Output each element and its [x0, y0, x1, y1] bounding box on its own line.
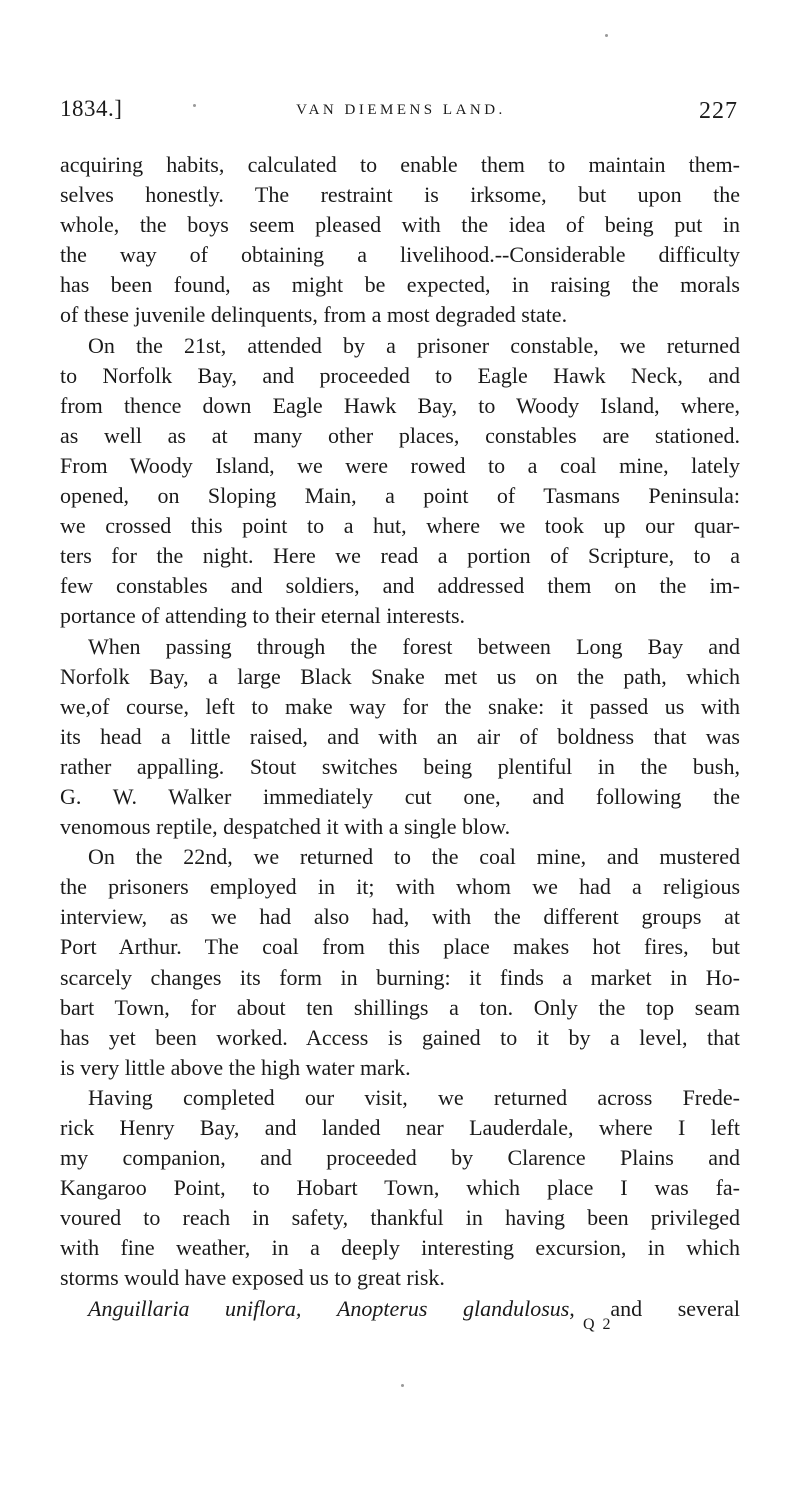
text-line: portance of attending to their eternal interests. — [60, 603, 466, 629]
text-line: of these juvenile delinquents, from a most degraded state. — [60, 302, 568, 328]
stray-mark-bottom — [401, 1384, 404, 1387]
text-line: its head a little raised, and with an air of boldness that was — [60, 723, 740, 749]
text-line: storms would have exposed us to great risk. — [60, 1265, 445, 1291]
signature-mark: Q 2 — [583, 1316, 613, 1333]
text-line: few constables and soldiers, and addressed them on the im- — [60, 573, 740, 599]
text-line: with fine weather, in a deeply interesting excursion, in which — [60, 1235, 740, 1261]
text-line: Kangaroo Point, to Hobart Town, which place I was fa- — [60, 1175, 740, 1201]
text-line: the prisoners employed in it; with whom we had a religious — [60, 874, 740, 900]
text-line: whole, the boys seem pleased with the idea of being put in — [60, 212, 740, 238]
text-line: rather appalling. Stout switches being plentiful in the bush, — [60, 753, 740, 779]
text-line: is very little above the high water mark. — [60, 1054, 411, 1080]
text-line: my companion, and proceeded by Clarence Plains and — [60, 1145, 740, 1171]
text-line: has yet been worked. Access is gained to it by a level, that — [60, 1024, 740, 1050]
text-line: to Norfolk Bay, and proceeded to Eagle Hawk Neck, and — [60, 362, 740, 388]
text-line: venomous reptile, despatched it with a single blow. — [60, 814, 511, 840]
running-head-title: VAN DIEMENS LAND. — [296, 102, 506, 118]
text-line: Having completed our visit, we returned across Frede- — [88, 1084, 740, 1110]
text-line: scarcely changes its form in burning: it finds a market in Ho- — [60, 964, 740, 990]
page-number: 227 — [699, 98, 738, 124]
text-line: has been found, as might be expected, in raising the morals — [60, 272, 740, 298]
text-line: as well as at many other places, constables are stationed. — [60, 422, 740, 448]
text-line: the way of obtaining a livelihood.--Considerable difficulty — [60, 242, 740, 268]
text-line: When passing through the forest between Long Bay and — [88, 633, 740, 659]
text-line: ters for the night. Here we read a portion of Scripture, to a — [60, 543, 740, 569]
text-line: acquiring habits, calculated to enable them to maintain them- — [60, 152, 740, 177]
text-line: G. W. Walker immediately cut one, and following the — [60, 783, 740, 809]
text-line: On the 22nd, we returned to the coal mine, and mustered — [88, 844, 740, 870]
text-line: from thence down Eagle Hawk Bay, to Woody Island, where, — [60, 392, 740, 418]
running-head-year: 1834.] — [60, 96, 123, 121]
species-name: Anopterus glandulosus, — [336, 1295, 575, 1321]
text-line: bart Town, for about ten shillings a ton. Only the top seam — [60, 994, 740, 1020]
text-line: we crossed this point to a hut, where we took up our quar- — [60, 513, 740, 539]
text-line: we,of course, left to make way for the snake: it passed us with — [60, 693, 740, 719]
species-name: Anguillaria uniflora, — [88, 1295, 302, 1321]
text-line: opened, on Sloping Main, a point of Tasmans Peninsula: — [60, 483, 740, 509]
final-text-line — [60, 1294, 740, 1324]
text-line: voured to reach in safety, thankful in having been privileged — [60, 1205, 740, 1231]
text-line: selves honestly. The restraint is irksome, but upon the — [60, 182, 740, 208]
final-line-text: and several — [610, 1295, 740, 1321]
stray-mark-top — [605, 34, 608, 37]
text-line: rick Henry Bay, and landed near Lauderdale, where I left — [60, 1115, 740, 1140]
text-line: Port Arthur. The coal from this place makes hot fires, but — [60, 934, 740, 960]
body-text — [60, 150, 740, 1324]
text-line: On the 21st, attended by a prisoner constable, we returned — [88, 332, 740, 358]
text-line: From Woody Island, we were rowed to a coal mine, lately — [60, 452, 740, 478]
text-line: interview, as we had also had, with the different groups at — [60, 904, 740, 930]
text-line: Norfolk Bay, a large Black Snake met us on the path, which — [60, 663, 740, 689]
running-header — [60, 96, 742, 136]
